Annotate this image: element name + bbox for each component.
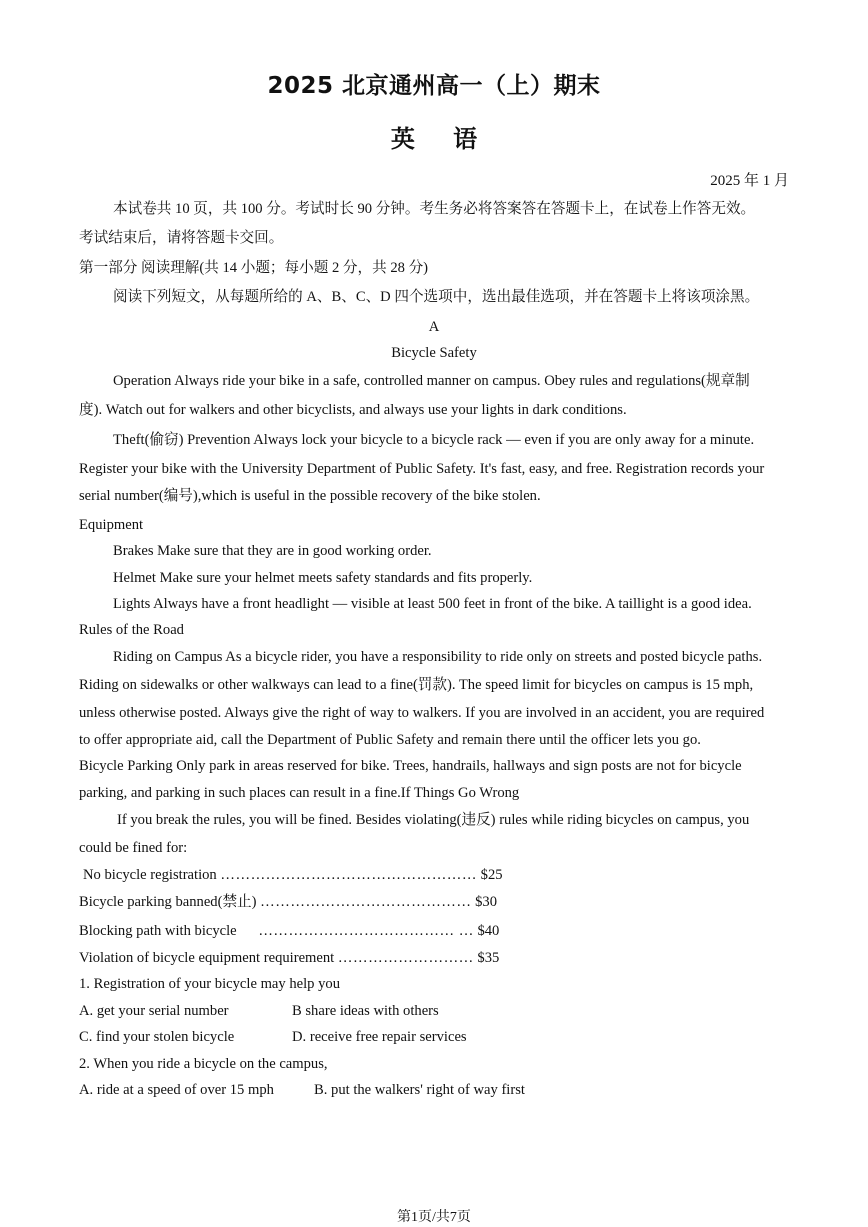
fine-name: Bicycle parking banned(禁止) bbox=[79, 894, 257, 910]
question-option: D. receive free repair services bbox=[292, 1029, 467, 1045]
passage-line: Brakes Make sure that they are in good working order. bbox=[113, 543, 432, 559]
passage-line: If you break the rules, you will be fined. Besides violating(违反) rules while riding bicycles on campus, you bbox=[117, 812, 750, 828]
question-option: C. find your stolen bicycle bbox=[79, 1029, 235, 1045]
question-option: B. put the walkers' right of way first bbox=[314, 1082, 525, 1098]
instructions-line: 本试卷共 10 页，共 100 分。考试时长 90 分钟。考生务必将答案答在答题卡上，在试卷上作答无效。 bbox=[113, 201, 756, 217]
question-option: A. get your serial number bbox=[79, 1003, 229, 1019]
instructions-line: 考试结束后，请将答题卡交回。 bbox=[79, 230, 284, 246]
fine-amount: $25 bbox=[480, 867, 503, 883]
fine-dots: …………………………………………… bbox=[220, 867, 477, 883]
passage-line: to offer appropriate aid, call the Department of Public Safety and remain there until the officer lets you go. bbox=[79, 732, 701, 748]
section-heading: Rules of the Road bbox=[79, 622, 184, 638]
passage-line: Riding on Campus As a bicycle rider, you have a responsibility to ride only on streets and posted bicycle paths. bbox=[113, 649, 763, 665]
passage-line: parking, and parking in such places can result in a fine.If Things Go Wrong bbox=[79, 785, 520, 801]
passage-line: Riding on sidewalks or other walkways can lead to a fine(罚款). The speed limit for bicycles on campus is 15 mph, bbox=[79, 677, 754, 693]
passage-line: unless otherwise posted. Always give the right of way to walkers. If you are involved in an accident, you are required bbox=[79, 705, 765, 721]
question-option: B share ideas with others bbox=[292, 1003, 439, 1019]
exam-title: 2025 北京通州高一（上）期末 bbox=[267, 73, 601, 99]
fine-row bbox=[79, 922, 499, 940]
passage-line: Operation Always ride your bike in a safe, controlled manner on campus. Obey rules and regulations(规章制 bbox=[113, 373, 750, 389]
fine-amount: $35 bbox=[477, 950, 500, 966]
part-directions: 阅读下列短文，从每题所给的 A、B、C、D 四个选项中，选出最佳选项，并在答题卡上将该项涂黑。 bbox=[113, 289, 760, 305]
fine-amount: $30 bbox=[475, 894, 498, 910]
passage-letter: A bbox=[428, 319, 440, 335]
fine-name: Blocking path with bicycle bbox=[79, 923, 237, 939]
passage-title: Bicycle Safety bbox=[391, 345, 477, 361]
page-number: 第1页/共7页 bbox=[397, 1210, 471, 1225]
passage-line: Register your bike with the University Department of Public Safety. It's fast, easy, and free. Registration records your bbox=[79, 461, 765, 477]
question-option: A. ride at a speed of over 15 mph bbox=[79, 1082, 274, 1098]
passage-line: could be fined for: bbox=[79, 840, 188, 856]
fine-row bbox=[83, 866, 503, 884]
fine-name: No bicycle registration bbox=[83, 867, 217, 883]
part-heading: 第一部分 阅读理解(共 14 小题；每小题 2 分，共 28 分) bbox=[79, 260, 429, 276]
fine-row bbox=[79, 949, 499, 967]
passage-line: Helmet Make sure your helmet meets safety standards and fits properly. bbox=[113, 570, 533, 586]
passage-line: Theft(偷窃) Prevention Always lock your bicycle to a bicycle rack — even if you are only away for a minute. bbox=[113, 432, 755, 448]
exam-date: 2025 年 1 月 bbox=[710, 173, 789, 189]
passage-line: 度). Watch out for walkers and other bicyclists, and always use your lights in dark conditions. bbox=[79, 402, 627, 418]
fine-amount: $40 bbox=[477, 923, 500, 939]
fine-dots: …………………………………… bbox=[260, 894, 472, 910]
passage-line: Bicycle Parking Only park in areas reserved for bike. Trees, handrails, hallways and sign posts are not for bicycle bbox=[79, 758, 742, 774]
fine-dots: ………………………………… … bbox=[258, 923, 474, 939]
section-heading: Equipment bbox=[79, 517, 144, 533]
fine-name: Violation of bicycle equipment requirement bbox=[79, 950, 335, 966]
fine-dots: ……………………… bbox=[337, 950, 474, 966]
question-stem: 2. When you ride a bicycle on the campus, bbox=[79, 1056, 328, 1072]
question-stem: 1. Registration of your bicycle may help you bbox=[79, 976, 341, 992]
passage-line: serial number(编号),which is useful in the possible recovery of the bike stolen. bbox=[79, 488, 541, 504]
fine-row bbox=[79, 893, 497, 911]
subject-title: 英 语 bbox=[390, 125, 478, 153]
passage-line: Lights Always have a front headlight — visible at least 500 feet in front of the bike. A taillight is a good idea. bbox=[113, 596, 752, 612]
